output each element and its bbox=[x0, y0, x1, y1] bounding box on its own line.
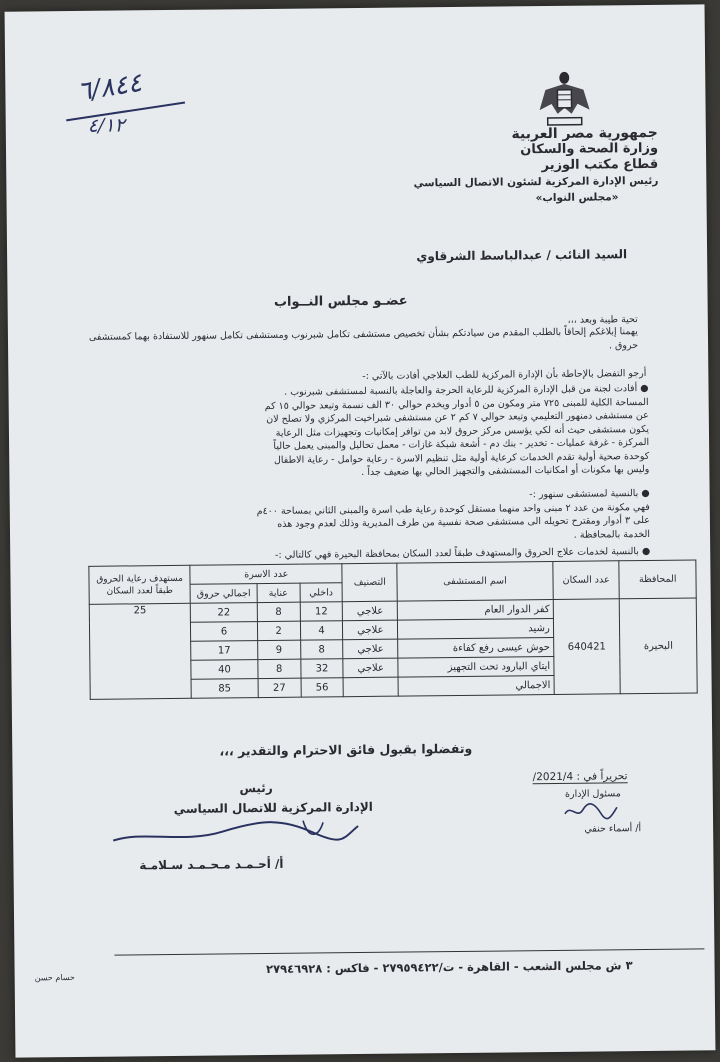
addressee-name: السيد النائب / عبدالباسط الشرقاوي bbox=[416, 247, 628, 264]
egypt-eagle-emblem bbox=[535, 68, 594, 131]
cell-totals-class bbox=[343, 677, 398, 697]
cell-total: 6 bbox=[191, 622, 258, 642]
cell-class: علاجي bbox=[343, 620, 398, 640]
section-shebrnob-line: المركزة - غرفة عمليات - تخدير - بنك دم - أشعة شبكة غازات - معمل تحاليل والمبنى يعمل حالياً bbox=[273, 436, 650, 452]
section-shebrnob-line: وليس بها مكونات أو امكانيات المستشفى والتجهيز الحالي بها ضعيف جداً . bbox=[361, 463, 650, 478]
cell-class: علاجي bbox=[343, 639, 398, 659]
cell-icu: 9 bbox=[257, 640, 300, 659]
cell-totals-internal: 56 bbox=[301, 678, 344, 697]
section-burns-services: ● بالنسبة لخدمات علاج الحروق والمستهدف طبقاً لعدد السكان بمحافظة البحيرة فهي كالتالي :- bbox=[274, 545, 651, 561]
cell-totals-total: 85 bbox=[191, 679, 258, 699]
date-line: تحريراً في : 2021/4/ bbox=[532, 770, 628, 784]
cell-totals-icu: 27 bbox=[258, 678, 301, 697]
col-hospital: اسم المستشفى bbox=[397, 561, 553, 601]
footer-note: حسام حسن bbox=[34, 973, 75, 983]
col-classification: التصنيف bbox=[342, 563, 397, 602]
responsible-name: أ/ أسماء حنفي bbox=[584, 823, 642, 835]
table-header-row bbox=[89, 560, 696, 585]
signatory-name: أ/ أحـمـد مـحـمـد سـلامـة bbox=[139, 856, 284, 873]
letterhead-parliament: «مجلس النواب» bbox=[535, 191, 619, 205]
col-icu: عناية bbox=[257, 583, 300, 602]
responsible-label: مسئول الإدارة bbox=[564, 788, 621, 800]
cell-total: 22 bbox=[190, 603, 257, 623]
col-internal: داخلي bbox=[300, 583, 343, 602]
section-sanhour bbox=[78, 487, 651, 547]
letterhead-ministry: وزارة الصحة والسكان bbox=[520, 140, 659, 158]
section-sanhour-line: فهي مكونة من عدد ٢ مبنى واحد منهما مستقل كوحدة رعاية طب اسرة والمبنى الثاني بمساحة ٤٠٠م bbox=[256, 501, 650, 517]
footer-address: ٣ ش مجلس الشعب - القاهرة - ت/٢٧٩٥٩٤٢٢ - فاكس : ٢٧٩٤٦٩٢٨ bbox=[266, 958, 633, 977]
signatory-department: الإدارة المركزية للاتصال السياسي bbox=[173, 799, 373, 816]
col-target: مستهدف رعاية الحروق طبقاً لعدد السكان bbox=[89, 565, 191, 604]
addressee-title: عضـو مجلس النــواب bbox=[273, 293, 408, 310]
cell-total: 40 bbox=[191, 660, 258, 680]
cell-internal: 8 bbox=[300, 640, 343, 659]
cell-hospital: كفر الدوار العام bbox=[397, 599, 553, 620]
section-sanhour-title: ● بالنسبة لمستشفى سنهور :- bbox=[529, 487, 650, 501]
cell-icu: 8 bbox=[258, 659, 301, 678]
cell-internal: 12 bbox=[300, 602, 343, 621]
cell-governorate: البحيرة bbox=[620, 598, 698, 694]
signatory-title: رئيس bbox=[239, 780, 273, 796]
handwritten-reference: ٦/٨٤٤ bbox=[75, 67, 144, 108]
section-sanhour-line: على ٣ أدوار ومقترح تحويله الى مستشفى صحة نفسية من طرف المديرية وذلك لعدم وجود هذه bbox=[277, 514, 650, 530]
section-shebrnob-line: كوحدة صحية أولية تقدم الخدمات كرعاية أولية مثل تنظيم الاسرة - رعاية حوامل - رعاية الاطفال bbox=[273, 450, 650, 466]
col-governorate: المحافظة bbox=[619, 560, 696, 599]
burns-services-table bbox=[88, 559, 697, 699]
intro-paragraph: يهمنا إبلاغكم إلحاقاً بالطلب المقدم من سيادتكم بشأن تخصيص مستشفى تكامل شبرنوب ومستشفى تكامل سنهور للاستفادة بهما كمستشفى حروق . bbox=[88, 326, 639, 351]
section-shebrnob-line: المساحة الكلية للمبنى ٧٢٥ متر ومكون من ٥ أدوار ويخدم حوالي ٣٠ الف نسمة وتبعد حوالي ١٥ كم bbox=[264, 396, 649, 412]
cell-class: علاجي bbox=[343, 601, 398, 621]
body-intro: أرجو التفضل بالإحاطة بأن الإدارة المركزية للطب العلاجي أفادت بالآتي :- bbox=[362, 367, 647, 382]
cell-icu: 8 bbox=[257, 602, 300, 621]
closing-line: وتفضلوا بقبول فائق الاحترام والتقدير ،،، bbox=[219, 740, 473, 759]
col-population: عدد السكان bbox=[553, 561, 620, 600]
cell-internal: 32 bbox=[300, 659, 343, 678]
handwritten-date: ٤/١٢ bbox=[87, 114, 125, 137]
greeting: تحية طيبة وبعد ،،، bbox=[567, 314, 638, 326]
letterhead-sector: قطاع مكتب الوزير bbox=[541, 156, 659, 174]
signatory-signature bbox=[103, 808, 363, 851]
col-beds: عدد الاسرة bbox=[190, 564, 342, 585]
cell-population: 640421 bbox=[553, 599, 621, 695]
letterhead-department: رئيس الإدارة المركزية لشئون الاتصال السياسي bbox=[413, 174, 659, 190]
cell-hospital: حوش عيسى رفع كفاءة bbox=[398, 637, 554, 658]
letterhead-country: جمهورية مصر العربية bbox=[511, 124, 658, 143]
cell-totals-label: الاجمالي bbox=[398, 675, 554, 696]
letter-page bbox=[5, 4, 716, 1057]
section-shebrnob-title: ● أفادت لجنة من قبل الإدارة المركزية للرعاية الحرجة والعاجلة بالنسبة لمستشفى شبرنوب . bbox=[284, 382, 649, 398]
responsible-signature bbox=[561, 799, 621, 824]
cell-total: 17 bbox=[191, 641, 258, 661]
section-shebrnob-line: يكون مستشفى حيث أنه لكي يؤسس مركز حروق لابد من توافر إمكانيات وتجهيزات مثل الرعاية bbox=[275, 423, 650, 439]
footer-divider bbox=[114, 948, 704, 955]
section-shebrnob-line: عن مستشفى دمنهور التعليمي وتبعد حوالي ٧ كم ٢ عن مستشفى شبراخيت المركزي ولا تصلح لان bbox=[266, 409, 649, 425]
cell-class: علاجي bbox=[343, 658, 398, 678]
col-total-burns: اجمالي حروق bbox=[190, 584, 257, 604]
cell-hospital: ايتاي البارود تحت التجهيز bbox=[398, 656, 554, 677]
cell-hospital: رشيد bbox=[398, 618, 554, 639]
cell-internal: 4 bbox=[300, 621, 343, 640]
section-shebrnob bbox=[76, 382, 649, 482]
cell-target: 25 bbox=[89, 603, 191, 699]
letterhead bbox=[358, 125, 659, 208]
section-sanhour-line: الخدمة بالمحافظة . bbox=[573, 528, 651, 541]
cell-icu: 2 bbox=[257, 621, 300, 640]
